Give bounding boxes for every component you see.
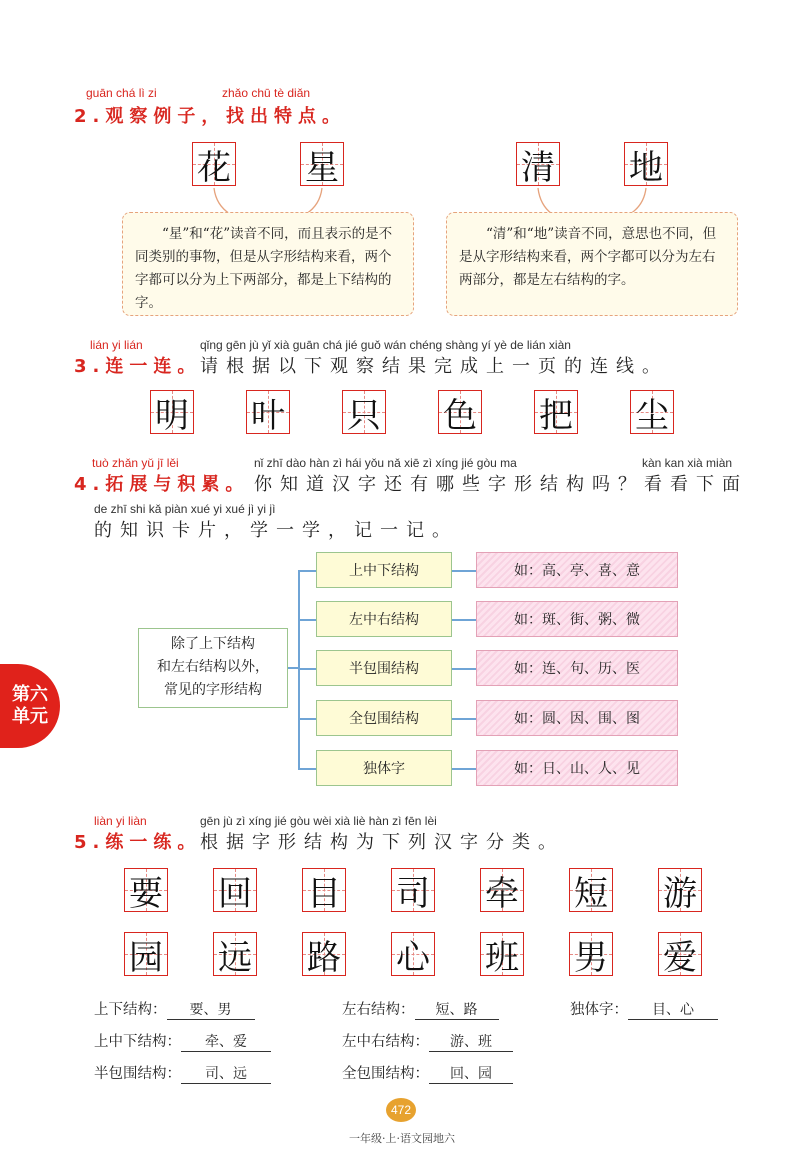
connector [452, 768, 476, 770]
answer-label: 全包围结构： [342, 1066, 429, 1082]
category-box: 左中右结构 [316, 601, 452, 637]
answer-field[interactable]: 回、园 [429, 1063, 513, 1084]
answer-row [570, 998, 718, 1020]
char-box [213, 868, 257, 912]
char-box [658, 932, 702, 976]
answer-label: 左中右结构： [342, 1034, 429, 1050]
card-root [138, 628, 288, 708]
char: 短 [574, 873, 608, 914]
char-box [150, 390, 194, 434]
char: 花 [197, 147, 231, 188]
char: 星 [305, 147, 339, 188]
s2-title: 2.观察例子， [74, 106, 226, 127]
s3-title: 3.连一连。 [74, 356, 202, 377]
char-box [624, 142, 668, 186]
answer-field[interactable]: 司、远 [181, 1063, 271, 1084]
char: 只 [347, 395, 381, 436]
connector [298, 668, 316, 670]
category-box: 全包围结构 [316, 700, 452, 736]
char-box [192, 142, 236, 186]
char-box [480, 868, 524, 912]
example-box: 如：斑、街、粥、微 [476, 601, 678, 637]
example-box: 如：连、句、历、医 [476, 650, 678, 686]
s4-pinyin-a: tuò zhǎn yǔ jī lěi [92, 456, 179, 470]
char: 游 [663, 873, 697, 914]
connector [298, 619, 316, 621]
connector [452, 570, 476, 572]
char-box [342, 390, 386, 434]
char: 叶 [251, 395, 285, 436]
s4-text: 你知道汉字还有哪些字形结构吗？ [254, 474, 644, 495]
s3-text: 请根据以下观察结果完成上一页的连线。 [200, 356, 668, 377]
unit-tab [0, 664, 60, 748]
connector [298, 768, 316, 770]
card-root-line: 和左右结构以外， [157, 659, 269, 675]
s5-pinyin-b: gēn jù zì xíng jié gòu wèi xià liè hàn zì fēn lèi [200, 814, 437, 828]
char: 明 [155, 395, 189, 436]
char: 班 [485, 937, 519, 978]
answer-field[interactable]: 目、心 [628, 999, 718, 1020]
char: 爱 [663, 937, 697, 978]
answer-label: 上中下结构： [94, 1034, 181, 1050]
s2-pinyin-b: zhǎo chū tè diǎn [222, 86, 311, 100]
answer-row [94, 1062, 271, 1084]
example-box: 如：高、亭、喜、意 [476, 552, 678, 588]
connector [452, 668, 476, 670]
char-box [480, 932, 524, 976]
s4-pinyin-d: de zhī shi kǎ piàn xué yi xué jì yi jì [94, 502, 276, 516]
connector [298, 570, 300, 770]
connector [298, 718, 316, 720]
char-box [658, 868, 702, 912]
card-root-line: 常见的字形结构 [164, 682, 262, 698]
char-box [534, 390, 578, 434]
char-box [569, 932, 613, 976]
answer-label: 半包围结构： [94, 1066, 181, 1082]
s5-text: 根据字形结构为下列汉字分类。 [200, 832, 564, 853]
answer-field[interactable]: 短、路 [415, 999, 499, 1020]
s3-pinyin-b: qǐng gēn jù yǐ xià guān chá jié guǒ wán chéng shàng yí yè de lián xiàn [200, 338, 571, 352]
char-box [302, 868, 346, 912]
char-box [300, 142, 344, 186]
char-box [213, 932, 257, 976]
answer-label: 左右结构： [342, 1002, 415, 1018]
char: 路 [307, 937, 341, 978]
char: 地 [629, 147, 663, 188]
unit-tab-line: 单元 [12, 706, 48, 727]
char: 要 [129, 873, 163, 914]
answer-row [342, 1062, 513, 1084]
s4-pinyin-c: kàn kan xià miàn [642, 456, 733, 470]
char: 牵 [485, 873, 519, 914]
char-box [302, 932, 346, 976]
unit-tab-line: 第六 [12, 684, 48, 705]
char: 回 [218, 873, 252, 914]
category-box: 上中下结构 [316, 552, 452, 588]
s4-pinyin-b: nǐ zhī dào hàn zì hái yǒu nǎ xiē zì xíng jié gòu ma [254, 456, 517, 470]
answer-field[interactable]: 游、班 [429, 1031, 513, 1052]
char-box [391, 932, 435, 976]
char-box [438, 390, 482, 434]
arrows [0, 0, 800, 230]
char: 目 [307, 873, 341, 914]
char: 园 [129, 937, 163, 978]
example-box: 如：日、山、人、见 [476, 750, 678, 786]
answer-row [94, 1030, 271, 1052]
char-box [630, 390, 674, 434]
s4-text2: 看看下面 [644, 474, 748, 495]
char: 司 [396, 873, 430, 914]
answer-row [94, 998, 255, 1020]
char: 男 [574, 937, 608, 978]
answer-field[interactable]: 牵、爱 [181, 1031, 271, 1052]
s5-pinyin-a: liàn yi liàn [94, 814, 147, 828]
answer-field[interactable]: 要、男 [167, 999, 255, 1020]
connector [298, 570, 316, 572]
connector [288, 667, 298, 669]
note-right: “清”和“地”读音不同，意思也不同，但是从字形结构来看，两个字都可以分为左右两部分，都是左右结构的字。 [446, 212, 738, 316]
connector [452, 619, 476, 621]
category-box: 独体字 [316, 750, 452, 786]
answer-row [342, 998, 499, 1020]
char: 心 [396, 937, 430, 978]
s2-pinyin-a: guān chá lì zi [86, 86, 157, 100]
char: 色 [443, 395, 477, 436]
answer-label: 独体字： [570, 1002, 628, 1018]
footer-caption: 一年级·上·语文园地六 [349, 1132, 455, 1145]
s5-title: 5.练一练。 [74, 832, 202, 853]
s2-text: 找出特点。 [226, 106, 346, 127]
char-box [391, 868, 435, 912]
page-number: 472 [386, 1098, 416, 1122]
note-left: “星”和“花”读音不同，而且表示的是不同类别的事物，但是从字形结构来看，两个字都可以分为上下两部分，都是上下结构的字。 [122, 212, 414, 316]
s3-pinyin-a: lián yi lián [90, 338, 143, 352]
card-root-line: 除了上下结构 [171, 636, 255, 652]
char: 清 [521, 147, 555, 188]
s4-title: 4.拓展与积累。 [74, 474, 250, 495]
example-box: 如：圆、因、围、图 [476, 700, 678, 736]
char: 尘 [635, 395, 669, 436]
char: 远 [218, 937, 252, 978]
char-box [569, 868, 613, 912]
answer-row [342, 1030, 513, 1052]
char-box [124, 868, 168, 912]
connector [452, 718, 476, 720]
category-box: 半包围结构 [316, 650, 452, 686]
s4-text3: 的知识卡片，学一学，记一记。 [94, 520, 458, 541]
char-box [516, 142, 560, 186]
char-box [246, 390, 290, 434]
char: 把 [539, 395, 573, 436]
char-box [124, 932, 168, 976]
answer-label: 上下结构： [94, 1002, 167, 1018]
